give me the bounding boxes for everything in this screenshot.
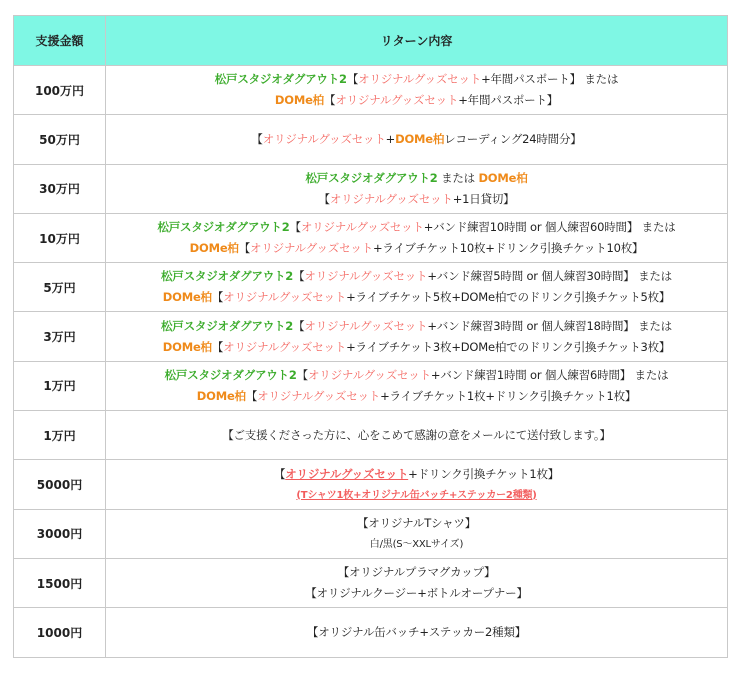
table-row bbox=[14, 263, 728, 312]
content-column-header: リターン内容 bbox=[106, 16, 728, 66]
reward-line: 【オリジナル缶バッチ+ステッカー2種類】 bbox=[306, 624, 527, 639]
amount-cell: 1000円 bbox=[14, 608, 106, 657]
amount-cell: 30万円 bbox=[14, 164, 106, 213]
amount-cell: 50万円 bbox=[14, 115, 106, 164]
dome-name: DOMe柏 bbox=[162, 290, 212, 305]
goods-name: オリジナルグッズセット bbox=[307, 367, 431, 382]
amount-cell: 5000円 bbox=[14, 460, 106, 509]
reward-line: DOMe柏【オリジナルグッズセット+年間パスポート】 bbox=[274, 93, 559, 108]
table-row bbox=[14, 213, 728, 262]
studio-name: 松戸スタジオダグアウト2 bbox=[214, 72, 347, 87]
goods-name: オリジナルグッズセット bbox=[304, 269, 428, 284]
goods-detail: (Tシャツ1枚+オリジナル缶バッチ+ステッカー2種類) bbox=[296, 489, 537, 501]
goods-name: オリジナルグッズセット bbox=[262, 131, 386, 146]
amount-cell: 1万円 bbox=[14, 411, 106, 460]
reward-cell bbox=[106, 164, 728, 213]
goods-name: オリジナルグッズセット bbox=[358, 72, 482, 87]
amount-cell: 3000円 bbox=[14, 509, 106, 558]
dome-name: DOMe柏 bbox=[395, 131, 445, 146]
reward-line: 【オリジナルクージー+ボトルオープナー】 bbox=[305, 586, 528, 601]
goods-name: オリジナルグッズセット bbox=[335, 93, 459, 108]
reward-line: 【ご支援くださった方に、心をこめて感謝の意をメールにて送付致します。】 bbox=[222, 427, 611, 442]
studio-name: 松戸スタジオダグアウト2 bbox=[161, 269, 294, 284]
table-row bbox=[14, 164, 728, 213]
reward-line: DOMe柏【オリジナルグッズセット+ライブチケット1枚+ドリンク引換チケット1枚】 bbox=[196, 388, 637, 403]
reward-cell bbox=[106, 558, 728, 607]
reward-cell bbox=[106, 509, 728, 558]
reward-cell bbox=[106, 361, 728, 410]
dome-name: DOMe柏 bbox=[189, 241, 239, 256]
goods-name: オリジナルグッズセット bbox=[223, 290, 347, 305]
goods-name: オリジナルグッズセット bbox=[329, 191, 453, 206]
reward-line: 松戸スタジオダグアウト2【オリジナルグッズセット+バンド練習10時間 or 個人練習60時間】 または bbox=[157, 220, 676, 235]
reward-line: 【オリジナルグッズセット+DOMe柏レコーディング24時間分】 bbox=[251, 131, 582, 146]
goods-name: オリジナルグッズセット bbox=[304, 318, 428, 333]
dome-name: DOMe柏 bbox=[274, 93, 324, 108]
amount-cell: 100万円 bbox=[14, 66, 106, 115]
table-header-row bbox=[14, 16, 728, 66]
reward-line: 【オリジナルTシャツ】 bbox=[356, 515, 477, 530]
reward-line: 白/黒(S〜XXLサイズ) bbox=[369, 538, 464, 550]
table-row bbox=[14, 460, 728, 509]
dome-name: DOMe柏 bbox=[162, 339, 212, 354]
table-row bbox=[14, 411, 728, 460]
table-row bbox=[14, 608, 728, 657]
amount-cell: 5万円 bbox=[14, 263, 106, 312]
reward-cell bbox=[106, 460, 728, 509]
amount-cell: 3万円 bbox=[14, 312, 106, 361]
amount-column-header: 支援金額 bbox=[14, 16, 106, 66]
table-row bbox=[14, 361, 728, 410]
rewards-table bbox=[13, 15, 728, 658]
reward-line bbox=[106, 485, 727, 506]
amount-cell: 10万円 bbox=[14, 213, 106, 262]
table-row bbox=[14, 115, 728, 164]
reward-line: 【オリジナルプラマグカップ】 bbox=[337, 565, 496, 580]
dome-name: DOMe柏 bbox=[478, 170, 528, 185]
reward-line: DOMe柏【オリジナルグッズセット+ライブチケット5枚+DOMe柏でのドリンク引換チケット5枚】 bbox=[162, 290, 671, 305]
studio-name: 松戸スタジオダグアウト2 bbox=[164, 367, 297, 382]
reward-cell bbox=[106, 115, 728, 164]
reward-cell bbox=[106, 312, 728, 361]
amount-cell: 1500円 bbox=[14, 558, 106, 607]
amount-cell: 1万円 bbox=[14, 361, 106, 410]
goods-name: オリジナルグッズセット bbox=[250, 241, 373, 256]
studio-name: 松戸スタジオダグアウト2 bbox=[157, 220, 290, 235]
reward-line: 松戸スタジオダグアウト2【オリジナルグッズセット+バンド練習5時間 or 個人練習30時間】 または bbox=[161, 269, 672, 284]
goods-name: オリジナルグッズセット bbox=[223, 339, 347, 354]
reward-line: 【オリジナルグッズセット+ドリンク引換チケット1枚】 bbox=[273, 466, 560, 481]
reward-line: 松戸スタジオダグアウト2【オリジナルグッズセット+バンド練習3時間 or 個人練習18時間】 または bbox=[161, 318, 672, 333]
table-row bbox=[14, 558, 728, 607]
reward-cell bbox=[106, 608, 728, 657]
goods-name: オリジナルグッズセット bbox=[285, 466, 409, 481]
reward-cell bbox=[106, 66, 728, 115]
table-row bbox=[14, 312, 728, 361]
goods-name: オリジナルグッズセット bbox=[300, 220, 424, 235]
reward-cell bbox=[106, 411, 728, 460]
dome-name: DOMe柏 bbox=[196, 388, 246, 403]
studio-name: 松戸スタジオダグアウト2 bbox=[305, 170, 438, 185]
reward-cell bbox=[106, 263, 728, 312]
table-row bbox=[14, 509, 728, 558]
reward-line: DOMe柏【オリジナルグッズセット+ライブチケット3枚+DOMe柏でのドリンク引換チケット3枚】 bbox=[162, 339, 671, 354]
reward-line: 松戸スタジオダグアウト2【オリジナルグッズセット+バンド練習1時間 or 個人練習6時間】 または bbox=[164, 367, 669, 382]
goods-name: オリジナルグッズセット bbox=[257, 388, 381, 403]
reward-line: DOMe柏【オリジナルグッズセット+ライブチケット10枚+ドリンク引換チケット10枚】 bbox=[189, 241, 644, 256]
table-row bbox=[14, 66, 728, 115]
reward-line: 松戸スタジオダグアウト2【オリジナルグッズセット+年間パスポート】 または bbox=[214, 72, 619, 87]
reward-line: 【オリジナルグッズセット+1日貸切】 bbox=[318, 191, 515, 206]
reward-line: 松戸スタジオダグアウト2 または DOMe柏 bbox=[305, 170, 528, 185]
reward-cell bbox=[106, 213, 728, 262]
studio-name: 松戸スタジオダグアウト2 bbox=[161, 318, 294, 333]
